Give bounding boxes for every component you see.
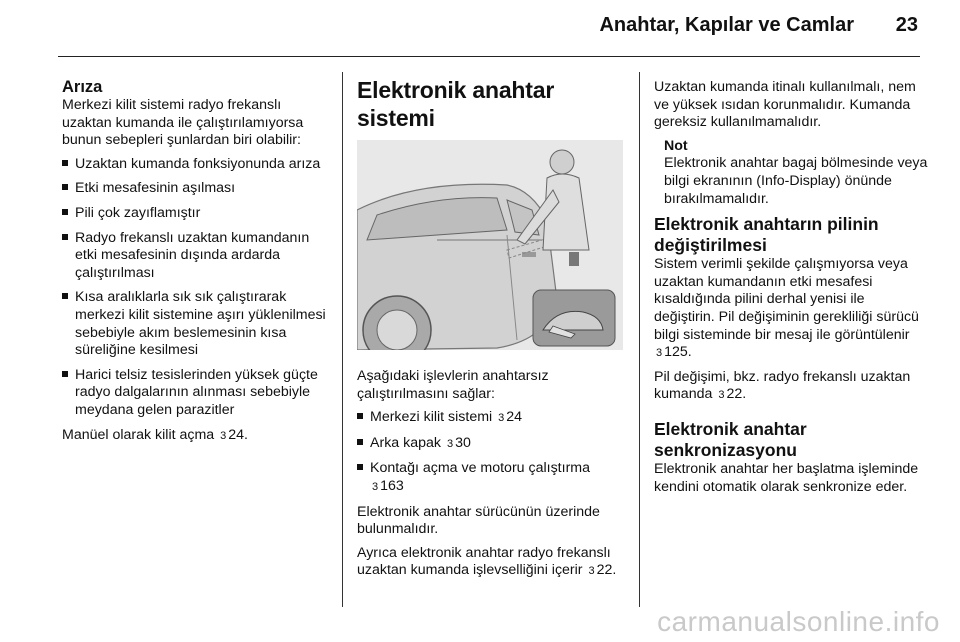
column-battery-and-sync — [654, 79, 929, 502]
synchronization-paragraph: Elektronik anahtar her başlatma işleminde kendini otomatik olarak senkronize eder. — [654, 460, 919, 495]
battery-replacement-paragraph: Sistem verimli şekilde çalışmıyorsa veya uzaktan kumandanın etki mesafesi kısaldığında pilini derhal yenisi ile değiştirin. Pil değişiminin gerekliliği sürücü bilgi sisteminde bir mesaj ile görüntülenir 3 125. — [654, 256, 919, 361]
manual-unlock-reference: Manüel olarak kilit açma 3 24. — [62, 426, 248, 443]
bullet-icon — [62, 209, 68, 215]
electronic-key-function-list — [357, 409, 627, 496]
bullet-icon — [357, 439, 363, 445]
list-item: Etki mesafesinin aşılması — [62, 180, 330, 198]
page-reference-icon: 3 — [372, 480, 379, 493]
bullet-icon — [62, 184, 68, 190]
note-label: Not — [664, 137, 688, 154]
bullet-icon — [62, 160, 68, 166]
list-item: Pili çok zayıflamıştır — [62, 205, 330, 223]
note-text: Elektronik anahtar bagaj bölmesinde veya bilgi ekranının (Info-Display) önünde bırakılmamalıdır. — [664, 155, 928, 207]
note-box — [664, 138, 929, 208]
bullet-icon — [62, 371, 68, 377]
list-item: Merkezi kilit sistemi 3 24 — [357, 409, 627, 428]
list-item: Kısa aralıklarla sık sık çalıştırarak merkezi kilit sistemine aşırı yüklenilmesi sebebiyle akım beslemesinin kısa süreliğine kesilmesi — [62, 289, 330, 359]
list-item: Harici telsiz tesislerinden yüksek güçte radyo dalgalarının alınması sebebiyle meydana gelen parazitler — [62, 367, 330, 420]
page-reference-icon: 3 — [446, 437, 454, 450]
electronic-key-paragraph-1: Elektronik anahtar sürücünün üzerinde bulunmalıdır. — [357, 503, 600, 538]
battery-reference-paragraph: Pil değişimi, bkz. radyo frekanslı uzaktan kumanda 3 22. — [654, 368, 911, 403]
malfunction-cause-list — [62, 156, 330, 420]
section-heading-malfunction: Arıza — [62, 78, 103, 96]
page-reference-icon: 3 — [656, 347, 663, 360]
malfunction-intro: Merkezi kilit sistemi radyo frekanslı uzaktan kumanda ile çalıştırılamıyorsa bunun sebepleri şunlardan biri olabilir: — [62, 97, 304, 149]
bullet-icon — [357, 464, 363, 470]
list-item: Arka kapak 3 30 — [357, 435, 627, 454]
column-electronic-key-system — [357, 76, 627, 587]
list-item: Radyo frekanslı uzaktan kumandanın etki mesafesinin dışında ardarda çalıştırılması — [62, 230, 330, 283]
electronic-key-paragraph-2: Ayrıca elektronik anahtar radyo frekanslı uzaktan kumanda işlevselliğini içerir 3 22. — [357, 544, 617, 579]
bullet-icon — [357, 413, 363, 419]
page-reference-icon: 3 — [588, 565, 595, 578]
car-and-person-illustration — [357, 140, 623, 350]
page-reference-icon: 3 — [220, 429, 227, 442]
column-malfunction — [62, 78, 330, 451]
bullet-icon — [62, 293, 68, 299]
bullet-icon — [62, 234, 68, 240]
column-divider-1 — [342, 72, 343, 607]
page-reference-icon: 3 — [718, 389, 725, 402]
section-heading-synchronization: Elektronik anahtar senkronizasyonu — [654, 418, 807, 460]
electronic-key-illustration — [357, 140, 623, 350]
column-divider-2 — [639, 72, 640, 607]
header-divider — [58, 56, 920, 57]
list-item: Kontağı açma ve motoru çalıştırma 3 163 — [357, 460, 627, 496]
section-heading-electronic-key-system: Elektronik anahtar sistemi — [357, 77, 555, 131]
section-heading-battery-replacement: Elektronik anahtarın pilinin değiştirilmesi — [654, 214, 879, 256]
page-header — [0, 0, 960, 60]
page-reference-icon: 3 — [498, 412, 505, 425]
page-number: 23 — [895, 14, 918, 36]
remote-care-paragraph: Uzaktan kumanda itinalı kullanılmalı, nem ve yüksek ısıdan korunmalıdır. Kumanda gereksiz kullanılmamalıdır. — [654, 79, 916, 131]
page-header-title: Anahtar, Kapılar ve Camlar — [599, 14, 854, 36]
list-item: Uzaktan kumanda fonksiyonunda arıza — [62, 156, 330, 174]
watermark: carmanualsonline.info — [657, 606, 940, 637]
electronic-key-intro: Aşağıdaki işlevlerin anahtarsız çalıştırılmasını sağlar: — [357, 368, 549, 402]
